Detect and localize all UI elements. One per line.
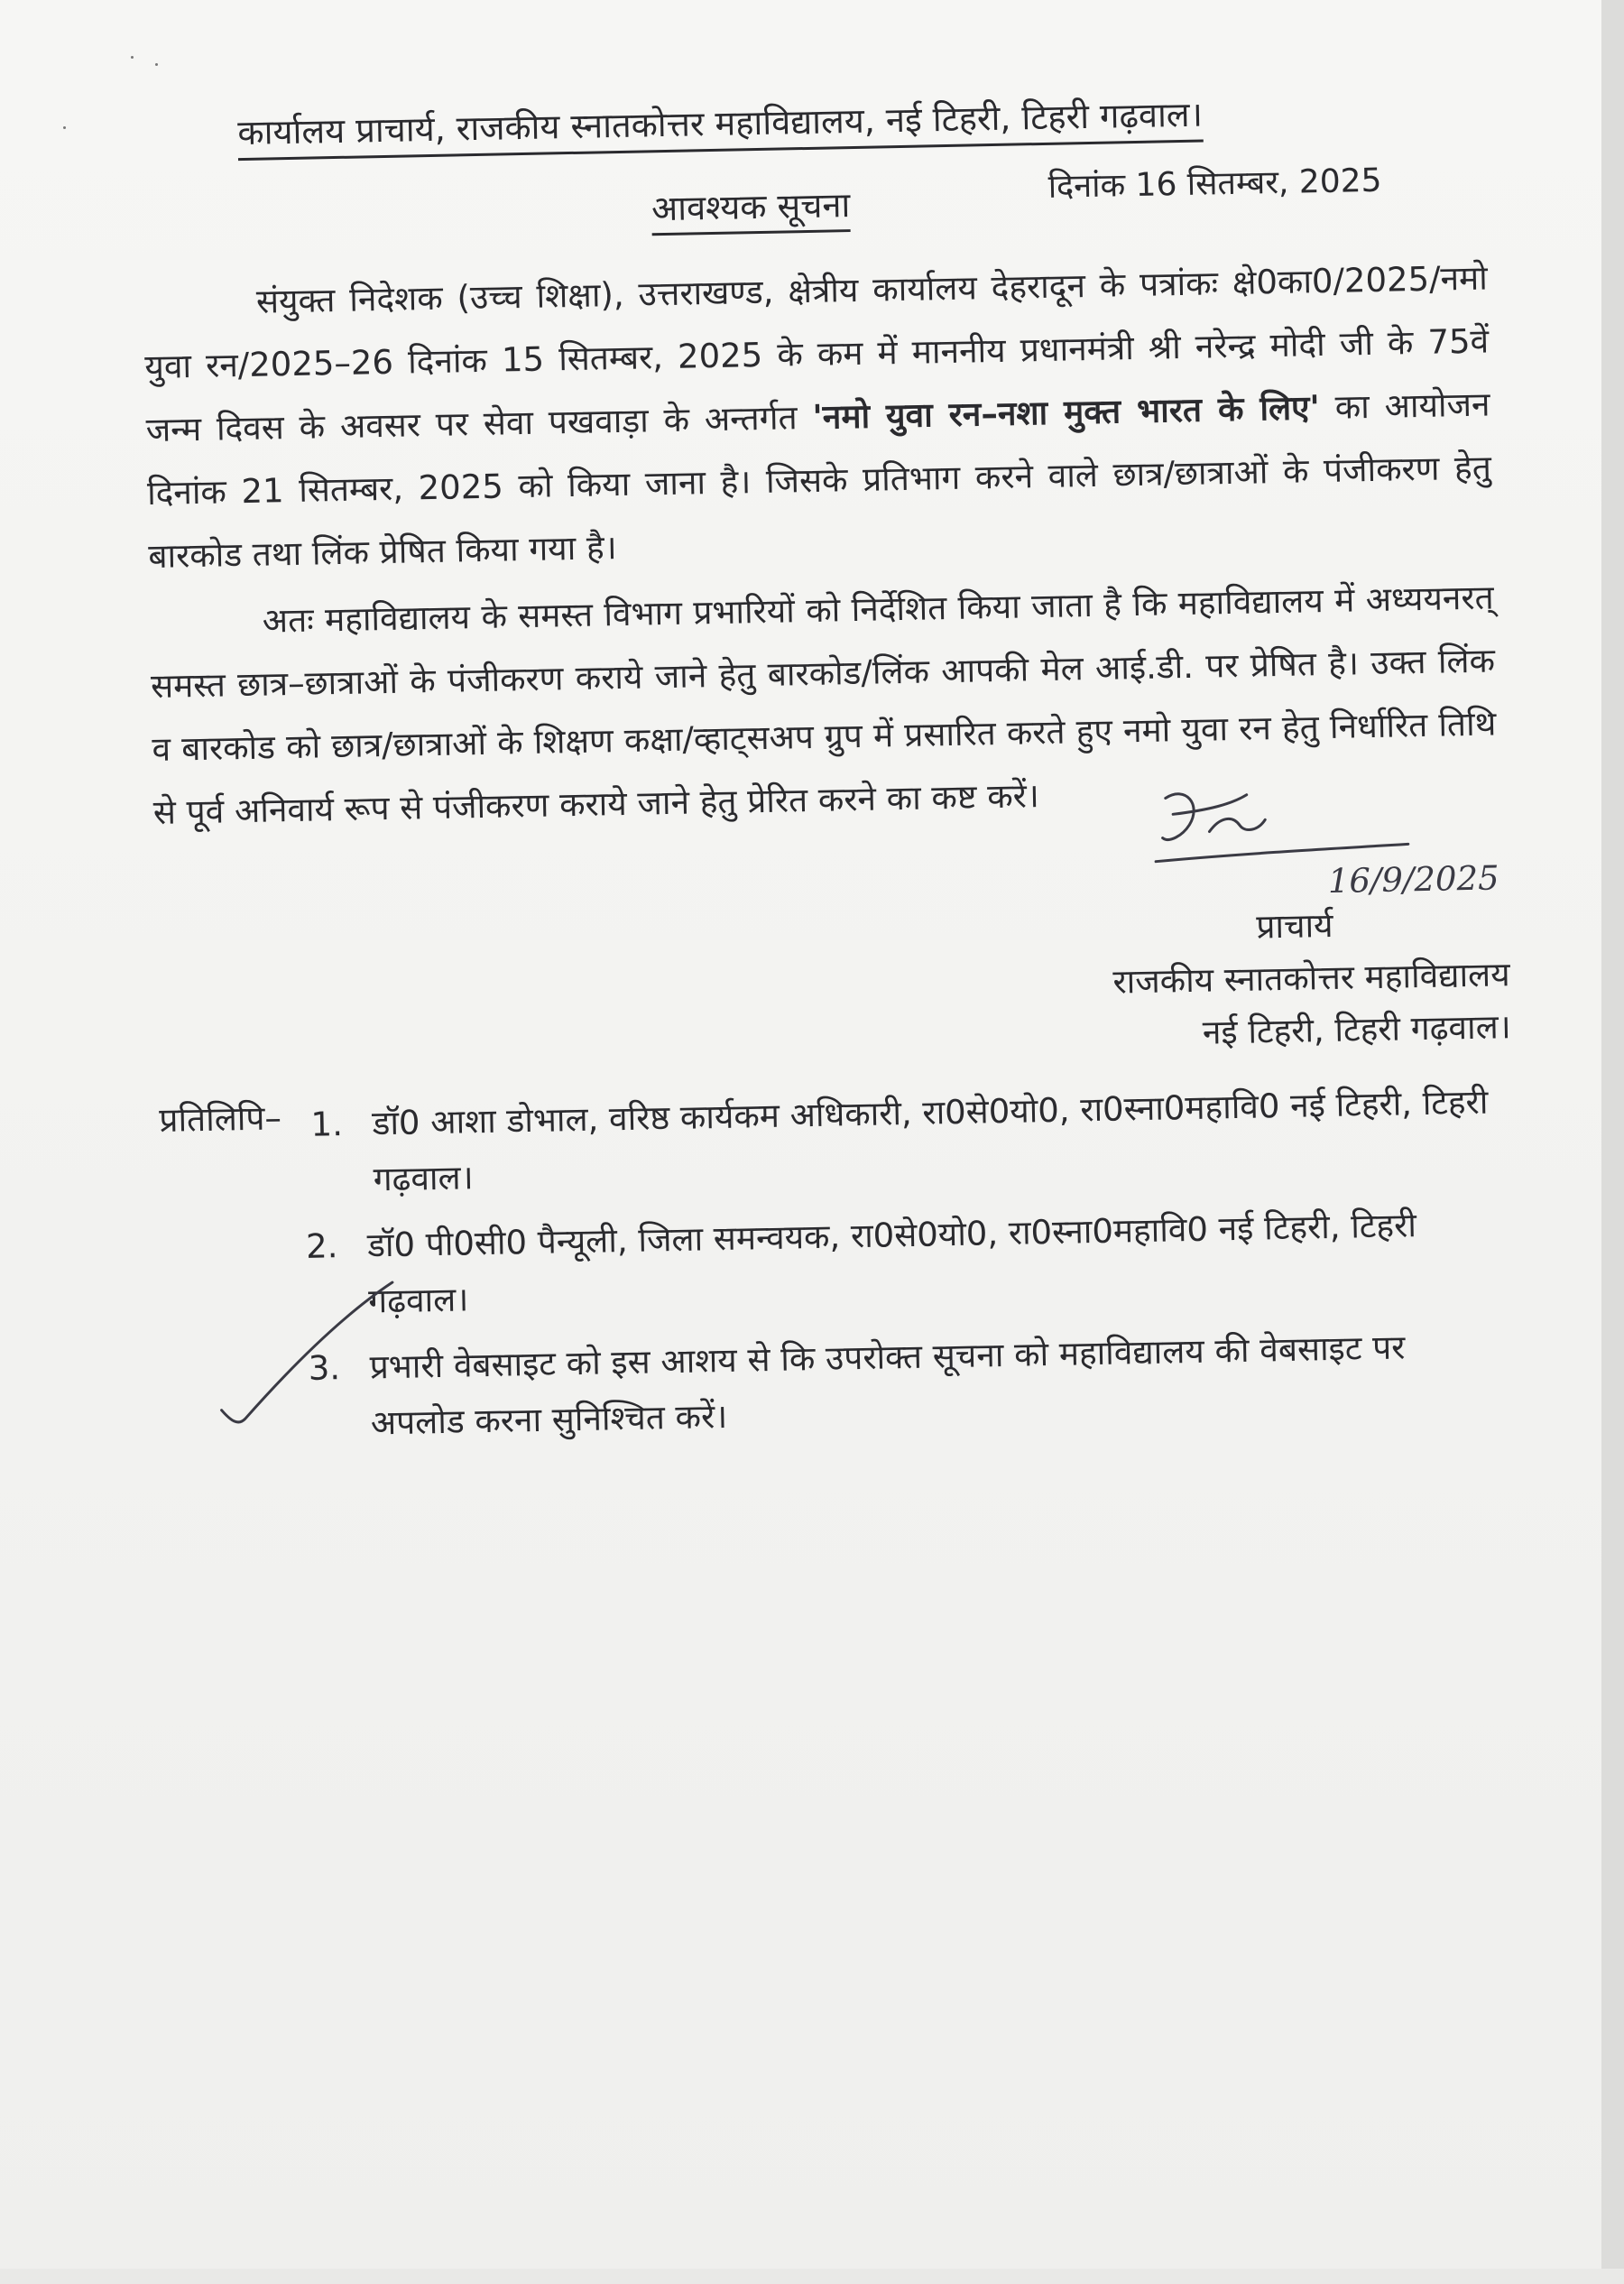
copy-item-text: डॉ0 आशा डोभाल, वरिष्ठ कार्यकम अधिकारी, रा0से0यो0, रा0स्ना0महावि0 नई टिहरी, टिहरी गढ़वाल। [372, 1082, 1489, 1199]
copy-item-2 [306, 1196, 1508, 1331]
signature-block [1002, 860, 1511, 1063]
notice-title: आवश्यक सूचना [651, 184, 851, 236]
signatory-designation: प्राचार्य [1255, 905, 1333, 947]
paper-edge [1601, 0, 1624, 2269]
paragraph-1-text-a: संयुक्त निदेशक (उच्च शिक्षा), उत्तराखण्ड, क्षेत्रीय कार्यालय देहरादून के पत्रांकः क्षे0का0/2025/नमो युवा रन/2025–26 दिनांक 15 सितम्बर, 2025 के कम में माननीय प्रधानमंत्री श्री नरेन्द्र मोदी जी के 75वें जन्म दिवस के अवसर पर सेवा पखवाड़ा के अन्तर्गत [143, 258, 1490, 450]
paragraph-1-text-b: का आयोजन दिनांक 21 सितम्बर, 2025 को किया जाना है। जिसके प्रतिभाग करने वाले छात्र/छात्राओं के पंजीकरण हेतु बारकोड तथा लिंक प्रेषित किया गया है। [146, 384, 1492, 577]
event-name: 'नमो युवा रन–नशा मुक्त भारत के लिए' [812, 388, 1321, 437]
paragraph-2: अतः महाविद्यालय के समस्त विभाग प्रभारियों को निर्देशित किया जाता है कि महाविद्यालय में अध्ययनरत् समस्त छात्र–छात्राओं के पंजीकरण कराये जाने हेतु बारकोड/लिंक आपकी मेल आई.डी. पर प्रेषित है। उक्त लिंक व बारकोड को छात्र/छात्राओं के शिक्षण कक्षा/व्हाट्सअप ग्रुप में प्रसारित करते हुए नमो युवा रन हेतु निर्धारित तिथि से पूर्व अनिवार्य रूप से पंजीकरण कराये जाने हेतु प्रेरित करने का कष्ट करें। [150, 578, 1497, 833]
signatory-place: नई टिहरी, टिहरी गढ़वाल। [1202, 1007, 1512, 1052]
signature-date: 16/9/2025 [1327, 858, 1499, 902]
copy-item-1 [310, 1074, 1512, 1209]
notice-date: दिनांक 16 सितम्बर, 2025 [1047, 162, 1382, 206]
check-mark-icon [212, 1271, 413, 1438]
copy-item-3 [308, 1318, 1509, 1453]
copy-to-label: प्रतिलिपि– [159, 1098, 282, 1140]
copy-item-number: 2. [305, 1226, 338, 1266]
copy-item-text: डॉ0 पी0सी0 पैन्यूली, जिला समन्वयक, रा0से0यो0, रा0स्ना0महावि0 नई टिहरी, टिहरी गढ़वाल। [366, 1206, 1417, 1321]
signatory-institution: राजकीय स्नातकोत्तर महाविद्यालय [1112, 955, 1511, 1002]
copy-item-text: प्रभारी वेबसाइट को इस आशय से कि उपरोक्त सूचना को महाविद्यालय की वेबसाइट पर अपलोड करना सुनिश्चित करें। [369, 1327, 1406, 1443]
copy-item-number: 1. [310, 1105, 344, 1144]
paragraph-1 [143, 247, 1492, 589]
office-heading: कार्यालय प्राचार्य, राजकीय स्नातकोत्तर महाविद्यालय, नई टिहरी, टिहरी गढ़वाल। [237, 94, 1204, 161]
copy-item-number: 3. [308, 1348, 341, 1388]
